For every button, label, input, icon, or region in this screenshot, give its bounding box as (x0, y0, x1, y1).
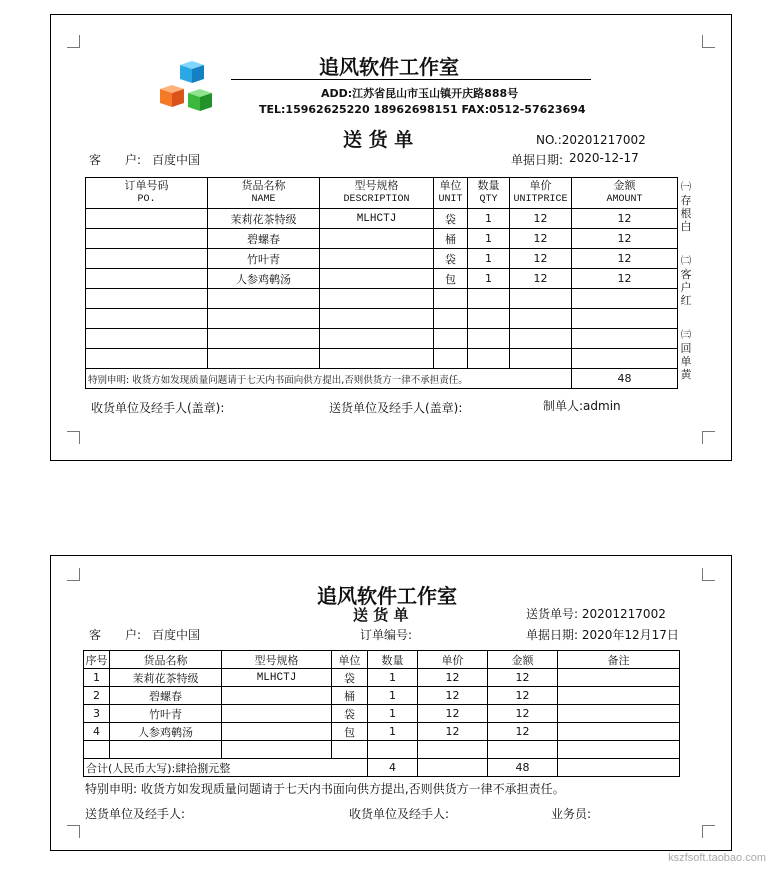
cell-po (86, 209, 208, 229)
customer-label: 客 户: (89, 628, 142, 642)
total-empty (418, 759, 488, 777)
cell-desc (320, 269, 434, 289)
cell-amount (572, 349, 678, 369)
table-header-row (86, 178, 678, 209)
cell-price: 12 (510, 229, 572, 249)
cell-price: 12 (510, 249, 572, 269)
company-address: ADD:江苏省昆山市玉山镇开庆路888号 (321, 87, 519, 100)
total-amount: 48 (488, 759, 558, 777)
cell-desc (320, 289, 434, 309)
maker-label: 制单人:admin (543, 399, 621, 413)
copy-legend (678, 181, 694, 403)
cell-no: 1 (84, 669, 110, 687)
crop-mark (702, 431, 715, 444)
header-divider (231, 79, 591, 80)
copy-legend-char: 单 (680, 355, 692, 368)
cell-amount: 12 (488, 705, 558, 723)
cell-desc (320, 249, 434, 269)
table-footer-row (86, 369, 678, 389)
column-header-zh: 型号规格 (354, 179, 399, 192)
cell-spec (222, 741, 332, 759)
table-row (86, 349, 678, 369)
cell-po (86, 329, 208, 349)
cell-name: 茉莉花茶特级 (110, 669, 222, 687)
copy-legend-item (678, 329, 694, 381)
document-date: 单据日期: 2020年12月17日 (526, 628, 679, 642)
cell-name (208, 349, 320, 369)
cell-price (510, 349, 572, 369)
disclaimer-note: 特别申明: 收货方如发现质量问题请于七天内书面向供方提出,否则供货方一律不承担责任。 (86, 369, 572, 389)
copy-legend-char: 黄 (680, 368, 692, 381)
cell-amount: 12 (572, 209, 678, 229)
cell-unit: 袋 (434, 209, 468, 229)
crop-mark (702, 35, 715, 48)
copy-legend-number: ㈡ (681, 256, 691, 267)
cell-unit (434, 309, 468, 329)
total-quantity: 4 (368, 759, 418, 777)
company-name: 追风软件工作室 (319, 55, 459, 79)
cell-remark (558, 741, 680, 759)
document-date: 2020-12-17 (569, 151, 639, 165)
column-header-en: PO. (137, 194, 156, 205)
cell-po (86, 309, 208, 329)
cell-amount: 12 (572, 249, 678, 269)
cell-no: 4 (84, 723, 110, 741)
cell-qty: 1 (368, 669, 418, 687)
column-header-en: QTY (479, 194, 498, 205)
copy-legend-char: 客 (680, 268, 692, 281)
crop-mark (67, 431, 80, 444)
cell-name: 竹叶青 (110, 705, 222, 723)
cell-price (510, 289, 572, 309)
column-header-en: NAME (251, 194, 276, 205)
column-header (572, 178, 678, 209)
cell-remark (558, 687, 680, 705)
copy-legend-char: 红 (680, 294, 692, 307)
column-header-en: DESCRIPTION (343, 194, 410, 205)
cell-qty: 1 (368, 705, 418, 723)
cell-price: 12 (418, 723, 488, 741)
cell-no: 3 (84, 705, 110, 723)
cell-unit: 桶 (434, 229, 468, 249)
document-number: NO.:20201217002 (536, 133, 646, 147)
cell-name (208, 309, 320, 329)
watermark-text: kszfsoft.taobao.com (668, 852, 766, 864)
cell-amount: 12 (572, 269, 678, 289)
cell-spec (222, 723, 332, 741)
cell-amount: 12 (488, 723, 558, 741)
cell-qty (468, 329, 510, 349)
company-contact: TEL:15962625220 18962698151 FAX:0512-57623694 (259, 103, 586, 116)
cell-price: 12 (418, 705, 488, 723)
cell-amount: 12 (488, 669, 558, 687)
cell-po (86, 349, 208, 369)
copy-legend-char: 回 (680, 342, 692, 355)
column-header-zh: 金额 (613, 179, 636, 192)
cell-price (418, 741, 488, 759)
delivery-note-simple (50, 555, 732, 851)
cell-spec (222, 705, 332, 723)
receiver-signature-label: 收货单位及经手人(盖章): (91, 401, 225, 415)
column-header-zh: 单位 (439, 179, 462, 192)
cell-name: 竹叶青 (208, 249, 320, 269)
cell-amount (572, 309, 678, 329)
column-header-zh: 单价 (529, 179, 552, 192)
document-number: 送货单号: 20201217002 (526, 607, 666, 621)
table-row (84, 741, 680, 759)
total-in-words: 合计(人民币大写):肆拾捌元整 (84, 759, 368, 777)
cell-qty (368, 741, 418, 759)
column-header-zh: 数量 (477, 179, 500, 192)
table-row (86, 289, 678, 309)
cell-price (510, 329, 572, 349)
column-header-en: UNITPRICE (513, 194, 568, 205)
cell-price: 12 (510, 269, 572, 289)
copy-legend-char: 存 (680, 194, 692, 207)
customer-value: 百度中国 (152, 153, 201, 167)
customer-label: 客 户: (89, 153, 142, 167)
document-date-label: 单据日期: (511, 153, 564, 167)
table-row (86, 329, 678, 349)
cell-qty: 1 (468, 229, 510, 249)
table-row (86, 229, 678, 249)
copy-legend-item (678, 181, 694, 233)
cell-qty: 1 (468, 249, 510, 269)
customer-value: 百度中国 (152, 628, 201, 642)
column-header (208, 178, 320, 209)
cell-qty: 1 (468, 269, 510, 289)
cell-amount: 12 (488, 687, 558, 705)
column-header: 金额 (488, 651, 558, 669)
cell-name: 茉莉花茶特级 (208, 209, 320, 229)
cell-po (86, 249, 208, 269)
copy-legend-item (678, 255, 694, 307)
cell-no (84, 741, 110, 759)
cell-name: 人参鸡鹌汤 (110, 723, 222, 741)
column-header-zh: 订单号码 (124, 179, 169, 192)
column-header-en: UNIT (438, 194, 463, 205)
sender-signature-label: 送货单位及经手人(盖章): (329, 401, 463, 415)
column-header: 数量 (368, 651, 418, 669)
table-row (84, 705, 680, 723)
crop-mark (702, 825, 715, 838)
crop-mark (67, 35, 80, 48)
cell-price: 12 (418, 669, 488, 687)
cell-spec (222, 687, 332, 705)
cell-spec: MLHCTJ (222, 669, 332, 687)
cell-unit (434, 349, 468, 369)
column-header: 货品名称 (110, 651, 222, 669)
cell-unit: 桶 (332, 687, 368, 705)
cell-po (86, 289, 208, 309)
cell-name: 碧螺春 (110, 687, 222, 705)
delivery-note-detailed (50, 14, 732, 461)
cell-no: 2 (84, 687, 110, 705)
document-title: 送 货 单 (343, 129, 414, 151)
copy-legend-char: 根 (680, 207, 692, 220)
cell-unit: 包 (434, 269, 468, 289)
cell-unit: 袋 (434, 249, 468, 269)
sender-signature-label: 送货单位及经手人: (85, 807, 186, 821)
cell-remark (558, 723, 680, 741)
items-table (85, 177, 678, 389)
crop-mark (702, 568, 715, 581)
cell-po (86, 269, 208, 289)
disclaimer-note: 特别申明: 收货方如发现质量问题请于七天内书面向供方提出,否则供货方一律不承担责任。 (85, 782, 565, 796)
cell-desc (320, 349, 434, 369)
cell-desc: MLHCTJ (320, 209, 434, 229)
items-table (83, 650, 680, 777)
cell-amount: 12 (572, 229, 678, 249)
cell-desc (320, 329, 434, 349)
cell-price: 12 (510, 209, 572, 229)
cell-unit (434, 329, 468, 349)
copy-legend-char: 白 (680, 220, 692, 233)
cell-qty (468, 289, 510, 309)
cell-name: 人参鸡鹌汤 (208, 269, 320, 289)
cell-qty (468, 349, 510, 369)
table-row (86, 249, 678, 269)
cell-name: 碧螺春 (208, 229, 320, 249)
document-title: 送 货 单 (353, 606, 409, 624)
total-amount: 48 (572, 369, 678, 389)
crop-mark (67, 825, 80, 838)
column-header-en: AMOUNT (606, 194, 643, 205)
column-header (434, 178, 468, 209)
company-logo-icon (156, 61, 218, 119)
company-name: 追风软件工作室 (317, 584, 457, 608)
column-header-zh: 货品名称 (241, 179, 286, 192)
cell-unit: 袋 (332, 669, 368, 687)
column-header (86, 178, 208, 209)
cell-po (86, 229, 208, 249)
copy-legend-number: ㈠ (681, 182, 691, 193)
table-row (86, 269, 678, 289)
column-header: 单位 (332, 651, 368, 669)
cell-name (208, 289, 320, 309)
cell-qty: 1 (368, 723, 418, 741)
column-header: 型号规格 (222, 651, 332, 669)
column-header (320, 178, 434, 209)
cell-amount (488, 741, 558, 759)
cell-price (510, 309, 572, 329)
table-row (86, 209, 678, 229)
cell-qty (468, 309, 510, 329)
cell-unit (332, 741, 368, 759)
table-row (86, 309, 678, 329)
column-header: 备注 (558, 651, 680, 669)
cell-unit (434, 289, 468, 309)
table-row (84, 669, 680, 687)
total-empty (558, 759, 680, 777)
cell-price: 12 (418, 687, 488, 705)
table-row (84, 723, 680, 741)
cell-name (208, 329, 320, 349)
cell-remark (558, 669, 680, 687)
table-total-row (84, 759, 680, 777)
copy-legend-char: 户 (680, 281, 692, 294)
column-header (510, 178, 572, 209)
cell-desc (320, 309, 434, 329)
cell-name (110, 741, 222, 759)
receiver-signature-label: 收货单位及经手人: (349, 807, 450, 821)
crop-mark (67, 568, 80, 581)
cell-unit: 袋 (332, 705, 368, 723)
cell-desc (320, 229, 434, 249)
copy-legend-number: ㈢ (681, 330, 691, 341)
order-number-label: 订单编号: (360, 628, 413, 642)
table-header-row (84, 651, 680, 669)
table-row (84, 687, 680, 705)
salesperson-label: 业务员: (551, 807, 592, 821)
column-header: 序号 (84, 651, 110, 669)
cell-unit: 包 (332, 723, 368, 741)
cell-amount (572, 289, 678, 309)
cell-qty: 1 (468, 209, 510, 229)
column-header (468, 178, 510, 209)
cell-qty: 1 (368, 687, 418, 705)
cell-remark (558, 705, 680, 723)
column-header: 单价 (418, 651, 488, 669)
cell-amount (572, 329, 678, 349)
